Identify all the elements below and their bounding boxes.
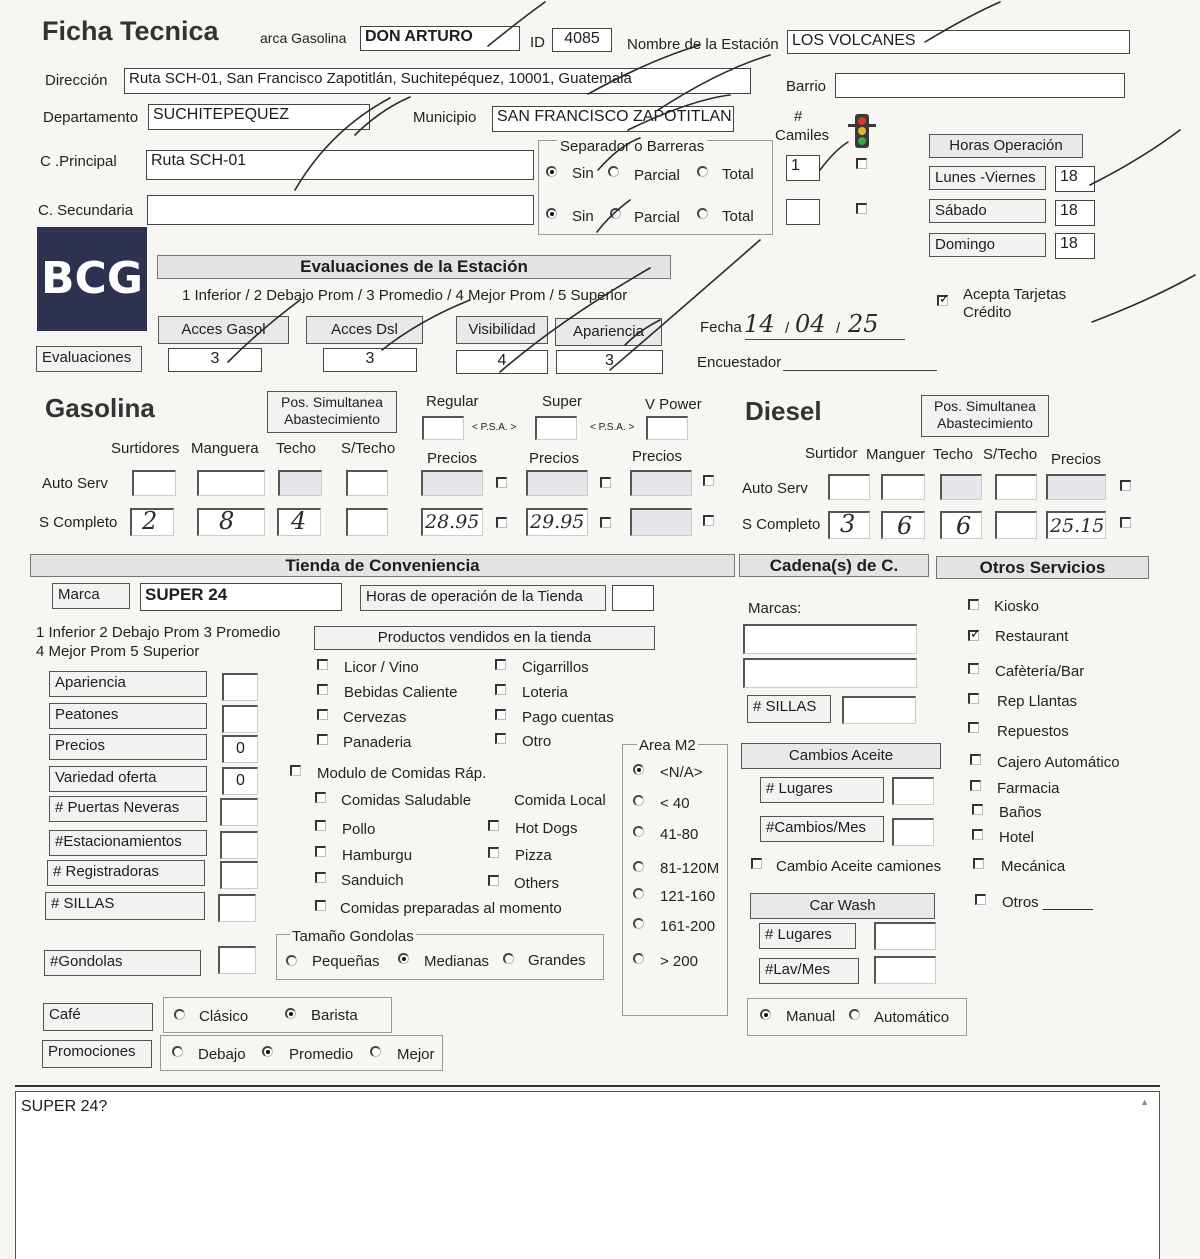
- marca-label: arca Gasolina: [260, 30, 347, 46]
- separador-p-parcial-radio[interactable]: [608, 166, 619, 177]
- horas-sabado-field[interactable]: 18: [1055, 200, 1095, 226]
- cafe-barista-radio[interactable]: [285, 1008, 296, 1019]
- comments-text: SUPER 24?: [21, 1098, 108, 1115]
- promo-mejor-radio[interactable]: [370, 1046, 381, 1057]
- gasolina-precios-super: Precios: [529, 450, 580, 467]
- direccion-field[interactable]: Ruta SCH-01, San Francisco Zapotitlán, Suchitepéquez, 10001, Guatemala: [124, 68, 751, 94]
- separador-p-sin-radio[interactable]: [546, 166, 557, 177]
- gas-sc-manguera[interactable]: 8: [197, 508, 265, 536]
- gasolina-product-super: Super: [542, 393, 583, 410]
- rating-estacionamientos-label: #Estacionamientos: [49, 830, 207, 856]
- producto-cigarrillos-label: Cigarrillos: [522, 659, 589, 676]
- nombre-label: Nombre de la Estación: [627, 36, 779, 53]
- producto-cervezas-checkbox[interactable]: [317, 709, 328, 720]
- eval-acces-gasol-field[interactable]: 3: [168, 348, 262, 372]
- area-121-160-label: 121-160: [660, 888, 716, 905]
- scroll-up-icon[interactable]: ▲: [1140, 1097, 1149, 1107]
- gas-as-stecho[interactable]: [346, 470, 388, 496]
- gas-sc-techo[interactable]: 4: [277, 508, 321, 536]
- id-field[interactable]: 4085: [552, 28, 612, 52]
- gas-as-price-vpower[interactable]: [630, 470, 692, 496]
- horas-lunes-field[interactable]: 18: [1055, 166, 1095, 192]
- area-81-120-radio[interactable]: [633, 861, 644, 872]
- c-principal-label: C .Principal: [40, 153, 117, 170]
- cadena-marcas-label: Marcas:: [748, 600, 802, 617]
- gasolina-pos-simultanea: Pos. Simultanea Abastecimiento: [267, 391, 397, 433]
- dsl-sc-surtidor[interactable]: 3: [828, 511, 870, 539]
- servicio-kiosko-checkbox[interactable]: [968, 599, 979, 610]
- gas-sc-regular-checkbox[interactable]: [496, 517, 507, 528]
- cambio-camiones-label: Cambio Aceite camiones: [776, 858, 942, 875]
- rating-precios-label: Precios: [49, 734, 207, 760]
- tamano-pequenas-label: Pequeñas: [312, 953, 380, 970]
- cambios-mes-label: #Cambios/Mes: [760, 816, 884, 842]
- eval-acces-gasol-label: Acces Gasol: [158, 316, 289, 344]
- marca-field[interactable]: DON ARTURO: [360, 26, 520, 51]
- separador-s-sin-radio[interactable]: [546, 208, 557, 219]
- rating-variedad-label: Variedad oferta: [49, 766, 207, 792]
- fecha-month[interactable]: 04: [795, 310, 826, 338]
- tienda-title: Tienda de Conveniencia: [30, 554, 735, 577]
- diesel-pos-simultanea: Pos. Simultanea Abastecimiento: [921, 395, 1049, 437]
- promo-debajo-label: Debajo: [198, 1046, 246, 1063]
- form-title: Ficha Tecnica: [42, 16, 219, 46]
- gasolina-psa-field-1[interactable]: [422, 416, 464, 440]
- area-lt40-radio[interactable]: [633, 795, 644, 806]
- carwash-lav-label: #Lav/Mes: [759, 958, 859, 984]
- carwash-auto-label: Automático: [874, 1009, 950, 1026]
- comida-preparadas-label: Comidas preparadas al momento: [340, 900, 562, 917]
- gasolina-precios-regular: Precios: [427, 450, 478, 467]
- horas-domingo-label: Domingo: [929, 233, 1046, 257]
- bcg-logo: BCG: [37, 227, 147, 331]
- encuestador-label: Encuestador: [697, 354, 782, 371]
- municipio-field[interactable]: SAN FRANCISCO ZAPOTITLAN: [492, 106, 734, 132]
- camiones-p-field[interactable]: 1: [786, 155, 820, 181]
- area-41-80-radio[interactable]: [633, 826, 644, 837]
- servicio-mecanica-checkbox[interactable]: [973, 858, 984, 869]
- cadena-marcas-field-2[interactable]: [743, 658, 917, 688]
- diesel-col-surtidor: Surtidor: [805, 445, 858, 462]
- comida-local-label: Comida Local: [514, 792, 606, 809]
- promo-mejor-label: Mejor: [397, 1046, 435, 1063]
- area-161-200-radio[interactable]: [633, 918, 644, 929]
- eval-acces-dsl-field[interactable]: 3: [323, 348, 417, 372]
- horas-title: Horas Operación: [929, 134, 1083, 158]
- gas-sc-stecho[interactable]: [346, 508, 388, 536]
- c-principal-field[interactable]: Ruta SCH-01: [146, 150, 534, 180]
- dsl-as-techo[interactable]: [940, 474, 982, 500]
- comida-sanduich-label: Sanduich: [341, 872, 404, 889]
- servicio-farmacia-label: Farmacia: [997, 780, 1060, 797]
- barrio-label: Barrio: [786, 78, 827, 95]
- rating-registradoras-label: # Registradoras: [47, 860, 205, 886]
- evaluaciones-title: Evaluaciones de la Estación: [157, 255, 671, 279]
- dsl-sc-checkbox[interactable]: [1120, 517, 1131, 528]
- carwash-manual-radio[interactable]: [760, 1009, 771, 1020]
- tarjetas-label: Acepta Tarjetas Crédito: [963, 286, 1067, 321]
- comida-others-label: Others: [514, 875, 560, 892]
- servicio-restaurant-checkbox[interactable]: [968, 630, 979, 641]
- horas-domingo-field[interactable]: 18: [1055, 233, 1095, 259]
- rating-precios-field[interactable]: 0: [222, 735, 258, 763]
- comida-sanduich-checkbox[interactable]: [315, 872, 326, 883]
- eval-visibilidad-label: Visibilidad: [456, 316, 548, 344]
- diesel-auto-serv-label: Auto Serv: [742, 480, 808, 497]
- camiones-s-field[interactable]: [786, 199, 820, 225]
- departamento-label: Departamento: [43, 109, 139, 126]
- producto-cervezas-label: Cervezas: [343, 709, 407, 726]
- cadena-sillas-label: # SILLAS: [747, 695, 831, 723]
- modulo-comidas-checkbox[interactable]: [290, 765, 301, 776]
- diesel-title: Diesel: [745, 396, 822, 426]
- gasolina-col-manguera: Manguera: [191, 440, 259, 457]
- tienda-horas-field[interactable]: [612, 585, 654, 611]
- comida-hamburgu-label: Hamburgu: [342, 847, 413, 864]
- horas-sabado-label: Sábado: [929, 199, 1046, 223]
- gasolina-title: Gasolina: [45, 393, 155, 423]
- tienda-horas-label: Horas de operación de la Tienda: [360, 585, 606, 611]
- fecha-label: Fecha: [700, 319, 742, 336]
- gasolina-col-surtidores: Surtidores: [111, 440, 180, 457]
- cadena-marcas-field-1[interactable]: [743, 624, 917, 654]
- servicio-mecanica-label: Mecánica: [1001, 858, 1066, 875]
- comida-hamburgu-checkbox[interactable]: [315, 846, 326, 857]
- producto-pago-label: Pago cuentas: [522, 709, 614, 726]
- rating-registradoras-field[interactable]: [220, 861, 258, 889]
- servicio-hotel-label: Hotel: [999, 829, 1035, 846]
- gasolina-product-regular: Regular: [426, 393, 479, 410]
- servicio-kiosko-label: Kiosko: [994, 598, 1040, 615]
- carwash-lugares-field[interactable]: [874, 922, 936, 950]
- dsl-sc-techo[interactable]: 6: [940, 511, 982, 539]
- servicio-hotel-checkbox[interactable]: [972, 829, 983, 840]
- gasolina-s-completo-label: S Completo: [39, 514, 118, 531]
- gas-as-techo[interactable]: [278, 470, 322, 496]
- area-na-label: <N/A>: [660, 764, 703, 781]
- rating-sillas-label: # SILLAS: [45, 892, 205, 920]
- producto-panaderia-label: Panaderia: [343, 734, 412, 751]
- comida-preparadas-checkbox[interactable]: [315, 900, 326, 911]
- productos-title: Productos vendidos en la tienda: [314, 626, 655, 650]
- servicio-repuestos-label: Repuestos: [997, 723, 1069, 740]
- diesel-col-stecho: S/Techo: [983, 446, 1038, 463]
- separador-p-total-radio[interactable]: [697, 166, 708, 177]
- gasolina-product-vpower: V Power: [645, 396, 702, 413]
- area-161-200-label: 161-200: [660, 918, 716, 935]
- separador-s-total-radio[interactable]: [697, 208, 708, 219]
- tienda-scale-1: 1 Inferior 2 Debajo Prom 3 Promedio: [36, 624, 281, 641]
- rating-puertas-field[interactable]: [220, 798, 258, 826]
- separador-p-parcial-label: Parcial: [634, 167, 680, 184]
- carwash-manual-label: Manual: [786, 1008, 836, 1025]
- rating-apariencia-field[interactable]: [222, 673, 258, 701]
- diesel-col-manguer: Manguer: [866, 446, 926, 463]
- c-secundaria-field[interactable]: [147, 195, 534, 225]
- cadena-title: Cadena(s) de C.: [739, 554, 929, 577]
- diesel-precios: Precios: [1051, 451, 1102, 468]
- separador-s-total-label: Total: [722, 208, 754, 225]
- area-title: Area M2: [639, 737, 696, 754]
- tienda-scale-2: 4 Mejor Prom 5 Superior: [36, 643, 200, 660]
- horas-lunes-label: Lunes -Viernes: [929, 166, 1046, 190]
- tamano-pequenas-radio[interactable]: [286, 955, 297, 966]
- tienda-marca-label: Marca: [52, 583, 130, 609]
- comments-area[interactable]: [15, 1091, 1160, 1259]
- producto-bebidas-label: Bebidas Caliente: [344, 684, 458, 701]
- rating-sillas-field[interactable]: [218, 894, 256, 922]
- gasolina-precios-vpower: Precios: [632, 448, 683, 465]
- gas-as-vpower-checkbox[interactable]: [703, 475, 714, 486]
- gasolina-col-stecho: S/Techo: [341, 440, 396, 457]
- otros-title: Otros Servicios: [936, 556, 1149, 579]
- gas-sc-super-checkbox[interactable]: [600, 517, 611, 528]
- producto-otro-label: Otro: [522, 733, 552, 750]
- direccion-label: Dirección: [45, 72, 108, 89]
- gas-sc-vpower-checkbox[interactable]: [703, 515, 714, 526]
- gas-as-regular-checkbox[interactable]: [496, 477, 507, 488]
- gasolina-psa-1: < P.S.A. >: [472, 422, 517, 433]
- cafe-barista-label: Barista: [311, 1007, 358, 1024]
- comida-pollo-checkbox[interactable]: [315, 820, 326, 831]
- modulo-comidas-label: Modulo de Comidas Ráp.: [317, 765, 487, 782]
- gas-sc-price-regular[interactable]: 28.95: [421, 508, 483, 536]
- eval-visibilidad-field[interactable]: 4: [456, 350, 548, 374]
- fecha-year[interactable]: 25: [848, 310, 879, 338]
- tarjetas-checkbox[interactable]: [937, 295, 948, 306]
- rating-peatones-field[interactable]: [222, 705, 258, 733]
- separador-p-sin-label: Sin: [572, 165, 594, 182]
- gas-as-price-regular[interactable]: [421, 470, 483, 496]
- gasolina-col-techo: Techo: [276, 440, 317, 457]
- evaluaciones-label: Evaluaciones: [36, 346, 142, 372]
- servicio-cajero-label: Cajero Automático: [997, 754, 1120, 771]
- area-81-120-label: 81-120M: [660, 860, 720, 877]
- servicio-restaurant-label: Restaurant: [995, 628, 1069, 645]
- rating-variedad-field[interactable]: 0: [222, 767, 258, 795]
- fecha-day[interactable]: 14: [744, 310, 775, 338]
- servicio-llantas-checkbox[interactable]: [968, 693, 979, 704]
- cambios-aceite-title: Cambios Aceite: [741, 743, 941, 769]
- tamano-medianas-radio[interactable]: [398, 953, 409, 964]
- promo-promedio-radio[interactable]: [262, 1046, 273, 1057]
- cambios-lugares-label: # Lugares: [760, 777, 884, 803]
- servicio-banos-checkbox[interactable]: [972, 804, 983, 815]
- comida-hotdogs-label: Hot Dogs: [515, 820, 578, 837]
- servicio-farmacia-checkbox[interactable]: [970, 780, 981, 791]
- c-secundaria-label: C. Secundaria: [38, 202, 134, 219]
- carwash-auto-radio[interactable]: [849, 1009, 860, 1020]
- dsl-as-price[interactable]: [1046, 474, 1106, 500]
- gasolina-psa-2: < P.S.A. >: [590, 422, 635, 433]
- servicio-llantas-label: Rep Llantas: [997, 693, 1078, 710]
- comida-others-checkbox[interactable]: [488, 875, 499, 886]
- carwash-lugares-label: # Lugares: [759, 923, 856, 949]
- camiones-hash: #: [794, 108, 803, 125]
- gasolina-auto-serv-label: Auto Serv: [42, 475, 108, 492]
- gondolas-label: #Gondolas: [44, 950, 201, 976]
- comida-saludable-label: Comidas Saludable: [341, 792, 472, 809]
- cafe-label: Café: [43, 1003, 153, 1031]
- servicio-cafeteria-label: Cafètería/Bar: [995, 663, 1085, 680]
- area-gt200-radio[interactable]: [633, 953, 644, 964]
- comida-saludable-checkbox[interactable]: [315, 792, 326, 803]
- id-label: ID: [530, 34, 545, 51]
- dsl-sc-manguer[interactable]: 6: [881, 511, 925, 539]
- carwash-title: Car Wash: [750, 893, 935, 919]
- separador-s-parcial-radio[interactable]: [610, 208, 621, 219]
- tamano-grandes-radio[interactable]: [503, 953, 514, 964]
- evaluaciones-scale: 1 Inferior / 2 Debajo Prom / 3 Promedio / 4 Mejor Prom / 5 Superior: [182, 287, 628, 304]
- producto-panaderia-checkbox[interactable]: [317, 734, 328, 745]
- promociones-label: Promociones: [42, 1040, 152, 1068]
- producto-licor-checkbox[interactable]: [317, 659, 328, 670]
- gas-as-super-checkbox[interactable]: [600, 477, 611, 488]
- comida-pollo-label: Pollo: [342, 821, 376, 838]
- tienda-marca-field[interactable]: SUPER 24: [140, 583, 342, 611]
- separador-s-parcial-label: Parcial: [634, 209, 680, 226]
- producto-cigarrillos-checkbox[interactable]: [495, 659, 506, 670]
- dsl-sc-price[interactable]: 25.15: [1046, 511, 1106, 539]
- rating-puertas-label: # Puertas Neveras: [49, 796, 207, 822]
- carwash-lav-field[interactable]: [874, 956, 936, 984]
- producto-loteria-checkbox[interactable]: [495, 684, 506, 695]
- rating-peatones-label: Peatones: [49, 703, 207, 729]
- gas-as-surtidores[interactable]: [132, 470, 176, 496]
- separador-p-total-label: Total: [722, 166, 754, 183]
- area-lt40-label: < 40: [660, 795, 690, 812]
- area-121-160-radio[interactable]: [633, 888, 644, 899]
- tamano-grandes-label: Grandes: [528, 952, 586, 969]
- traffic-light-icon: [846, 112, 878, 150]
- producto-otro-checkbox[interactable]: [495, 733, 506, 744]
- eval-acces-dsl-label: Acces Dsl: [306, 316, 423, 344]
- comida-pizza-checkbox[interactable]: [488, 847, 499, 858]
- gasolina-psa-field-2[interactable]: [535, 416, 577, 440]
- area-group: [622, 744, 728, 1016]
- area-41-80-label: 41-80: [660, 826, 699, 843]
- cambio-camiones-checkbox[interactable]: [751, 858, 762, 869]
- separador-title: Separador o Barreras: [557, 138, 707, 155]
- cadena-sillas-field[interactable]: [842, 696, 916, 724]
- promo-promedio-label: Promedio: [289, 1046, 354, 1063]
- form-page: Ficha Tecnica arca Gasolina DON ARTURO ID 4085 Nombre de la Estación LOS VOLCANES Dirección Ruta SCH-01, San Francisco Zapotitlán, Suchitepéquez, 10001, Guatemala Barrio Departamento SUCHITEPEQUEZ Municipio SAN FRANCISCO ZAPOTITLAN C .Principal Ruta SCH-01 C. Secundaria Separador o Barreras Sin Parcial Total Sin Parcial Total # Camiles 1 Horas Operación Lunes -Viernes 18 Sábado 18 Domingo 18 BCG Evaluaciones de la Estación 1 Inferior / 2 Debajo Prom / 3 Promedio / 4 Mejor Prom / 5 Superior Acces Gasol Acces Dsl Visibilidad Apariencia Evaluaciones 3 3 4 3 ✓ Acepta Tarjetas Crédito Fecha 14 / 04 / 25 Encuestador Gasolina Pos. Simultanea Abastecimiento Regular Super V Power < P.S.A. > < P.S.A. > Surtidores Manguera Techo S/Techo Precios Precios Precios Auto Serv S Completo 2 8 4 28.95 29.95 Diesel Pos. Simultanea Abastecimiento Surtidor Manguer Techo S/Techo Precios Auto Serv S Completo 3 6 6 25.15 Tienda de Conveniencia Cadena(s) de C. Otros Servicios Marca SUPER 24 Horas de operación de la Tienda 1 Inferior 2 Debajo Prom 3 Promedio 4 Mejor Prom 5 Superior Apariencia Peatones Precios 0 Variedad oferta 0 # Puertas Neveras #Estacionamientos # Registradoras # SILLAS #Gondolas Productos vendidos en la tienda Licor / Vino Bebidas Caliente Cervezas Panaderia Cigarrillos Loteria Pago cuentas Otro Modulo de Comidas Ráp. Comida Local Comidas Saludable Pollo Hamburgu Sanduich Comidas preparadas al momento Hot Dogs Pizza Others Tamaño Gondolas Pequeñas Medianas Grandes Café Clásico Barista Promociones Debajo Promedio Mejor Area M2 <N/A> < 40 41-80 81-120M 121-160 161-200 > 200 Marcas: # SILLAS Cambios Aceite # Lugares #Cambios/Mes Cambio Aceite camiones Car Wash # Lugares #Lav/Mes Manual Automático Kiosko ✓ Restaurant Cafètería/Bar Rep Llantas Repuestos Cajero Automático Farmacia Baños Hotel Mecánica Otros ______ SUPER 24? ▲: [0, 0, 1200, 1259]
- nombre-field[interactable]: LOS VOLCANES: [787, 30, 1130, 54]
- gas-sc-price-super[interactable]: 29.95: [526, 508, 588, 536]
- tamano-medianas-label: Medianas: [424, 953, 490, 970]
- rating-apariencia-label: Apariencia: [49, 671, 207, 697]
- gasolina-psa-field-3[interactable]: [646, 416, 688, 440]
- camiones-s-checkbox[interactable]: [856, 203, 867, 214]
- producto-bebidas-checkbox[interactable]: [317, 684, 328, 695]
- cafe-clasico-label: Clásico: [199, 1008, 249, 1025]
- servicio-repuestos-checkbox[interactable]: [968, 722, 979, 733]
- barrio-field[interactable]: [835, 73, 1125, 98]
- dsl-as-checkbox[interactable]: [1120, 480, 1131, 491]
- separador-s-sin-label: Sin: [572, 208, 594, 225]
- servicio-banos-label: Baños: [999, 804, 1042, 821]
- producto-loteria-label: Loteria: [522, 684, 568, 701]
- dsl-sc-stecho[interactable]: [995, 511, 1037, 539]
- area-gt200-label: > 200: [660, 953, 698, 970]
- gas-sc-surtidores[interactable]: 2: [130, 508, 174, 536]
- promo-debajo-radio[interactable]: [172, 1046, 183, 1057]
- servicio-cafeteria-checkbox[interactable]: [968, 663, 979, 674]
- cambios-mes-field[interactable]: [892, 818, 934, 846]
- servicio-otros-checkbox[interactable]: [975, 894, 986, 905]
- camiones-p-checkbox[interactable]: [856, 158, 867, 169]
- comida-hotdogs-checkbox[interactable]: [488, 820, 499, 831]
- gas-as-price-super[interactable]: [526, 470, 588, 496]
- municipio-label: Municipio: [413, 109, 477, 126]
- diesel-col-techo: Techo: [933, 446, 974, 463]
- cafe-clasico-radio[interactable]: [174, 1009, 185, 1020]
- gas-sc-price-vpower[interactable]: [630, 508, 692, 536]
- producto-licor-label: Licor / Vino: [344, 659, 419, 676]
- servicio-cajero-checkbox[interactable]: [970, 754, 981, 765]
- rating-estacionamientos-field[interactable]: [220, 831, 258, 859]
- dsl-as-stecho[interactable]: [995, 474, 1037, 500]
- eval-apariencia-label: Apariencia: [555, 318, 662, 346]
- dsl-as-manguer[interactable]: [881, 474, 925, 500]
- eval-apariencia-field[interactable]: 3: [556, 350, 663, 374]
- comida-pizza-label: Pizza: [515, 847, 552, 864]
- cambios-lugares-field[interactable]: [892, 777, 934, 805]
- camiones-label: Camiles: [775, 127, 830, 144]
- tamano-title: Tamaño Gondolas: [292, 928, 414, 945]
- producto-pago-checkbox[interactable]: [495, 709, 506, 720]
- area-na-radio[interactable]: [633, 764, 644, 775]
- gondolas-field[interactable]: [218, 946, 256, 974]
- dsl-as-surtidor[interactable]: [828, 474, 870, 500]
- departamento-field[interactable]: SUCHITEPEQUEZ: [148, 104, 370, 130]
- servicio-otros-label: Otros ______: [1002, 894, 1093, 911]
- gas-as-manguera[interactable]: [197, 470, 265, 496]
- diesel-s-completo-label: S Completo: [742, 516, 821, 533]
